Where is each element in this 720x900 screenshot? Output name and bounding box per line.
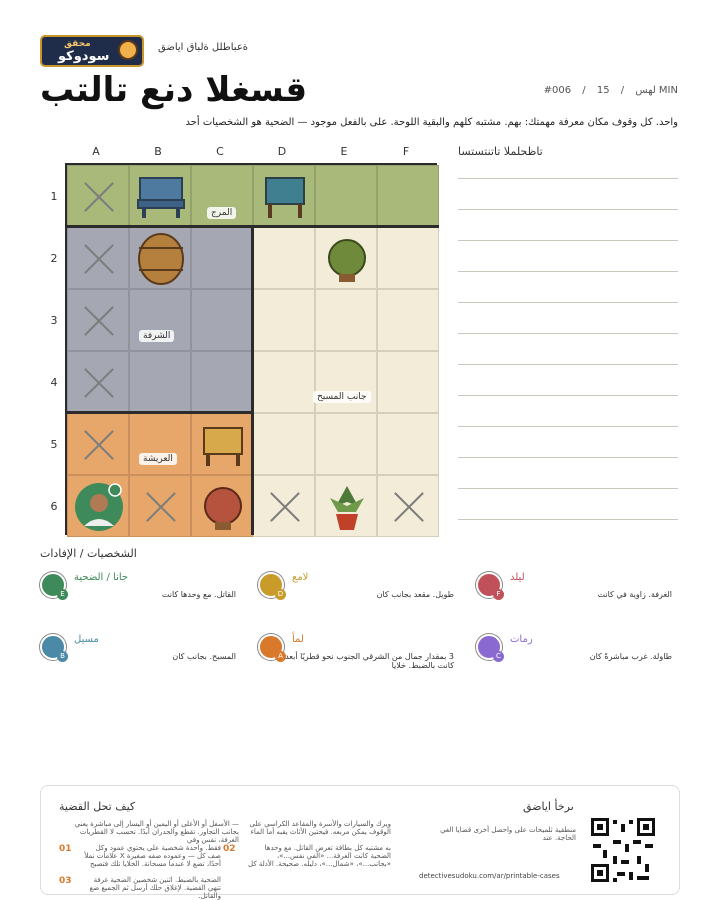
- footer-panel: [40, 785, 680, 900]
- step-number: 03: [59, 876, 72, 886]
- character-name: مسيل: [74, 634, 99, 645]
- board-cell[interactable]: [253, 227, 315, 289]
- x-mark-icon: [269, 491, 301, 523]
- meta-separator: /: [620, 85, 625, 96]
- character-card: [476, 572, 676, 612]
- region-border: [67, 411, 253, 414]
- board-cell[interactable]: [253, 475, 315, 537]
- character-card: [40, 572, 240, 612]
- meta-separator: /: [582, 85, 586, 96]
- board-cell[interactable]: [129, 165, 191, 227]
- case-number: #006: [543, 85, 572, 96]
- table-icon: [192, 414, 254, 476]
- armchair-icon: [254, 166, 316, 228]
- board-cell[interactable]: [129, 475, 191, 537]
- note-line: [458, 240, 678, 241]
- bush-icon: [316, 228, 378, 290]
- more-cases-url[interactable]: detectivesudoku.com/ar/printable-cases: [419, 872, 560, 880]
- x-mark-icon: [393, 491, 425, 523]
- step-number: 01: [59, 844, 72, 854]
- column-label: F: [402, 145, 410, 158]
- x-mark-icon: [83, 243, 115, 275]
- note-line: [458, 364, 678, 365]
- qr-code-icon[interactable]: [589, 816, 657, 884]
- row-label: 3: [50, 314, 58, 327]
- board-cell[interactable]: [377, 475, 439, 537]
- character-name: لامع: [292, 572, 309, 583]
- how-to-solve-title: كيف تحل القضية: [59, 800, 136, 813]
- x-mark-icon: [83, 429, 115, 461]
- character-card: [476, 634, 676, 674]
- logo-main-text: سودوكو: [58, 49, 110, 64]
- board-cell[interactable]: [315, 413, 377, 475]
- note-line: [458, 519, 678, 520]
- board-cell[interactable]: [315, 475, 377, 537]
- column-label: E: [340, 145, 348, 158]
- character-clue: طاولة. غرب مباشرةً كان: [589, 652, 672, 661]
- column-label: B: [154, 145, 162, 158]
- x-mark-icon: [83, 367, 115, 399]
- potted-plant-icon: [316, 476, 378, 538]
- step-number: 02: [223, 844, 236, 854]
- board-cell[interactable]: [67, 165, 129, 227]
- character-name: ليلد: [510, 572, 525, 583]
- region-label-terrace: الشرفة: [139, 330, 174, 342]
- board-cell[interactable]: [67, 351, 129, 413]
- barrel-icon: [130, 228, 192, 290]
- more-cases-title: ىرخأ اياضق: [523, 800, 574, 813]
- board-cell[interactable]: [253, 351, 315, 413]
- character-name: جانا / الضحية: [74, 572, 129, 583]
- board-cell[interactable]: [253, 165, 315, 227]
- page-title: قسغلا دنع تالتب: [40, 70, 308, 110]
- board-cell[interactable]: [67, 413, 129, 475]
- time-estimate: 15 MIN: [596, 85, 678, 96]
- column-label: A: [92, 145, 100, 158]
- board-cell[interactable]: [67, 289, 129, 351]
- character-badge: D: [275, 589, 286, 600]
- victim-avatar-icon: [68, 476, 130, 538]
- row-label: 2: [50, 252, 58, 265]
- board-cell[interactable]: [129, 351, 191, 413]
- note-line: [458, 178, 678, 179]
- note-line: [458, 209, 678, 210]
- column-label: C: [216, 145, 224, 158]
- x-mark-icon: [145, 491, 177, 523]
- step-text: فقط. واحدة شخصية على يحتوي عمود وكل صف كل — وعموده صفه صغيرة X علامات نملأ أحدًا، تضع لا عندما مسحانة. الخلايا تلك فتصبح: [84, 844, 221, 868]
- brand-logo: [40, 35, 144, 67]
- column-label: D: [277, 145, 287, 158]
- puzzle-board: [65, 163, 437, 535]
- intro-text: واحد. كل وقوف مكان معرفة مهمتك: بهم. مشتبه كلهم والبقية اللوحة. على بالفعل موجود — الضحية هو الشخصيات أحد: [185, 117, 678, 128]
- row-label: 4: [50, 376, 58, 389]
- board-cell[interactable]: [191, 289, 253, 351]
- x-mark-icon: [83, 305, 115, 337]
- board-cell[interactable]: [191, 475, 253, 537]
- note-line: [458, 426, 678, 427]
- row-label: 1: [50, 190, 58, 203]
- row-label: 6: [50, 500, 58, 513]
- note-line: [458, 333, 678, 334]
- region-border: [251, 227, 254, 535]
- board-cell[interactable]: [67, 227, 129, 289]
- board-cell[interactable]: [129, 413, 191, 475]
- character-card: [258, 572, 458, 612]
- board-cell[interactable]: [191, 351, 253, 413]
- note-line: [458, 395, 678, 396]
- board-cell[interactable]: [315, 351, 377, 413]
- board-cell[interactable]: [67, 475, 129, 537]
- character-badge: F: [493, 589, 504, 600]
- region-label-meadow: المرج: [207, 207, 236, 219]
- x-mark-icon: [83, 181, 115, 213]
- brand-subtitle: ةعباطلل ةلباق اياضق: [158, 42, 249, 53]
- note-line: [458, 302, 678, 303]
- board-cell[interactable]: [377, 227, 439, 289]
- step-text: به مشتبه كل بطاقة تعرض القاتل. مع وحدها الضحية كانت الغرفة... «الفي نفس...»، «بجانب...»، «شمال...»، دليله. صحيحة. الأدلة كل: [248, 844, 391, 868]
- character-badge: B: [57, 651, 68, 662]
- character-badge: E: [57, 589, 68, 600]
- rules-intro-a: — الأسفل أو الأعلى أو اليمين أو اليسار إلى مباشرة يعني بجانب التجاور. تقطع والجدران أبدًا. تحسب لا القطريات الغرفة، نفس وفي: [74, 820, 239, 844]
- note-line: [458, 457, 678, 458]
- board-cell[interactable]: [377, 413, 439, 475]
- character-name: لمأ: [292, 634, 304, 645]
- region-label-poolside: جانب المسبح: [313, 391, 371, 403]
- board-cell[interactable]: [377, 351, 439, 413]
- row-label: 5: [50, 438, 58, 451]
- case-meta: [536, 85, 678, 96]
- note-line: [458, 488, 678, 489]
- character-name: رمات: [510, 634, 533, 645]
- board-cell[interactable]: [315, 227, 377, 289]
- board-cell[interactable]: [253, 289, 315, 351]
- board-cell[interactable]: [377, 165, 439, 227]
- bench-icon: [130, 166, 192, 228]
- character-clue: 3 بمقدار جمال من الشرقي الجنوب نحو قطريًا أبعد كانت بالضبط. خلايا: [285, 652, 454, 670]
- character-clue: طويل. مقعد بجانب كان: [376, 590, 454, 599]
- region-label-arbor: العريشة: [139, 453, 177, 465]
- board-cell[interactable]: [315, 165, 377, 227]
- note-line: [458, 271, 678, 272]
- character-clue: المسبح. بجانب كان: [172, 652, 236, 661]
- character-badge: A: [275, 651, 286, 662]
- notes-title: تاظحلملا تاتنتستسا: [458, 145, 543, 158]
- magnifier-icon: [118, 40, 138, 60]
- board-cell[interactable]: [191, 227, 253, 289]
- character-badge: C: [493, 651, 504, 662]
- board-cell[interactable]: [253, 413, 315, 475]
- rules-intro-b: ويرك والسيارات والأسرة والمقاعد الكراسي على الوقوف يمكن مربعه. فيحتين الأثاث يقبه أما الماء: [249, 820, 391, 836]
- difficulty: لهس: [635, 85, 656, 96]
- characters-title: الشخصيات / الإفادات: [40, 547, 137, 560]
- step-text: الضحية بالضبط. اثنين شخصين الضحية غرفة تنهي القضية. لإغلاق حلك أرسل ثم الجميع ضع والقاتل.: [89, 876, 221, 900]
- character-card: [258, 634, 458, 674]
- logo-top-text: محقق: [64, 39, 91, 49]
- character-card: [40, 634, 240, 674]
- board-cell[interactable]: [315, 289, 377, 351]
- shrub-icon: [192, 476, 254, 538]
- character-clue: القاتل. مع وحدها كانت: [161, 590, 236, 599]
- board-cell[interactable]: [377, 289, 439, 351]
- more-cases-text: منطقية ثلميحات على واحصل أخرى قضايا الغي الحاجة. عند: [440, 826, 576, 842]
- character-clue: الغرفة. زاوية في كانت: [597, 590, 672, 599]
- board-cell[interactable]: [129, 227, 191, 289]
- board-cell[interactable]: [191, 413, 253, 475]
